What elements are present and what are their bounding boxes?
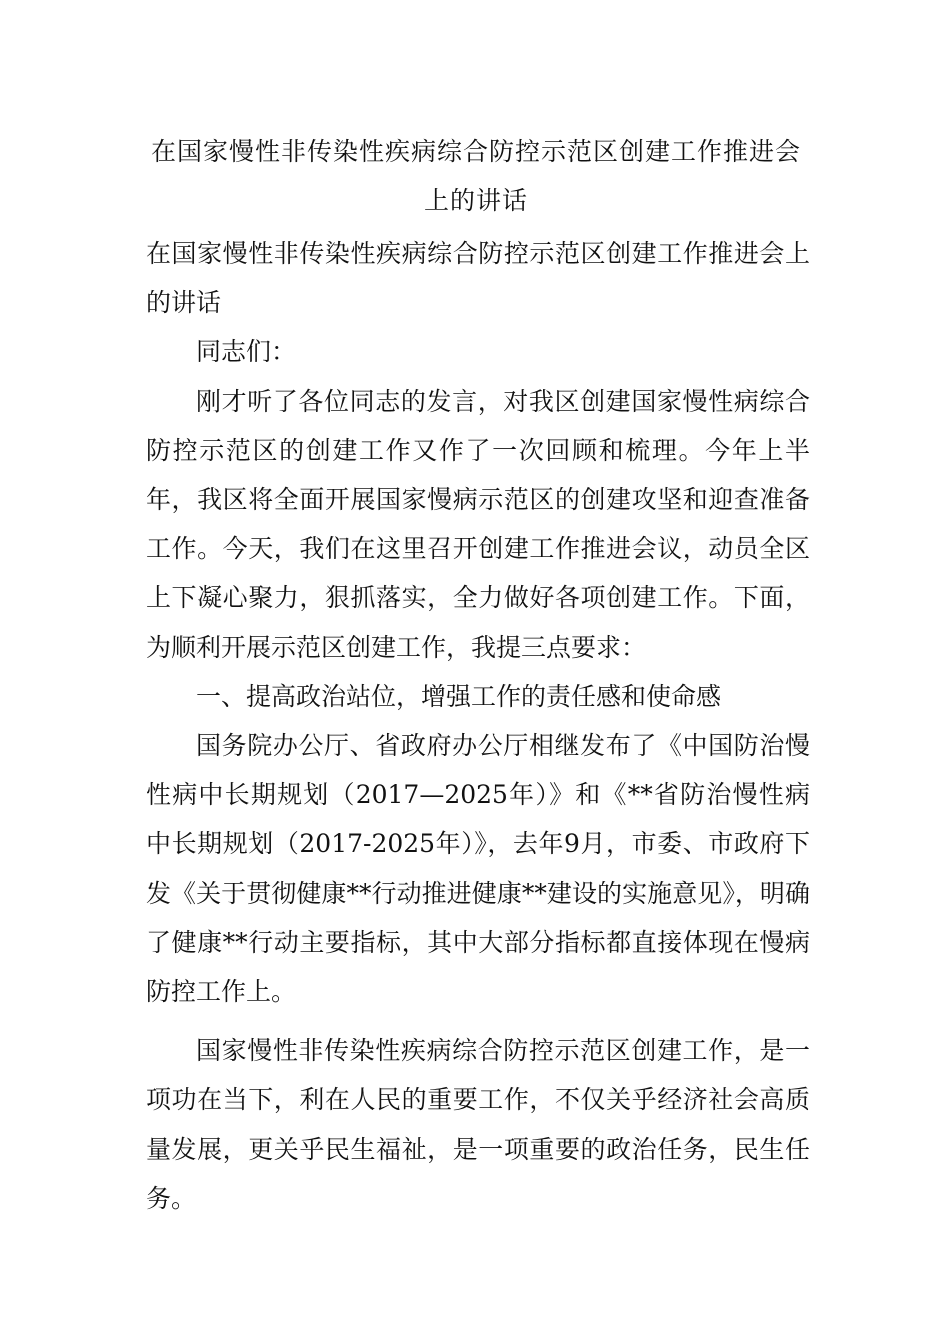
document-body: [146, 229, 810, 1223]
paragraph: 刚才听了各位同志的发言，对我区创建国家慢性病综合防控示范区的创建工作又作了一次回顾和梳理。今年上半年，我区将全面开展国家慢病示范区的创建攻坚和迎查准备工作。今天，我们在这里召开创建工作推进会议，动员全区上下凝心聚力，狠抓落实，全力做好各项创建工作。下面，为顺利开展示范区创建工作，我提三点要求：: [146, 386, 810, 662]
salutation: 同志们：: [196, 337, 297, 367]
subtitle: 在国家慢性非传染性疾病综合防控示范区创建工作推进会上的讲话: [146, 239, 810, 318]
document-title-line-1: 在国家慢性非传染性疾病综合防控示范区创建工作推进会: [150, 137, 801, 166]
paragraph: 国务院办公厅、省政府办公厅相继发布了《中国防治慢性病中长期规划（2017—2025年）》和《**省防治慢性病中长期规划（2017-2025年）》，去年9月，市委、市政府下发《关于贯彻健康**行动推进健康**建设的实施意见》，明确了健康**行动主要指标，其中大部分指标都直接体现在慢病防控工作上。: [146, 731, 810, 1007]
paragraph: 国家慢性非传染性疾病综合防控示范区创建工作，是一项功在当下，利在人民的重要工作，不仅关乎经济社会高质量发展，更关乎民生福祉，是一项重要的政治任务，民生任务。: [146, 1036, 810, 1213]
section-heading: 一、提高政治站位，增强工作的责任感和使命感: [196, 681, 722, 711]
document-title-line-2: 上的讲话: [423, 186, 528, 215]
